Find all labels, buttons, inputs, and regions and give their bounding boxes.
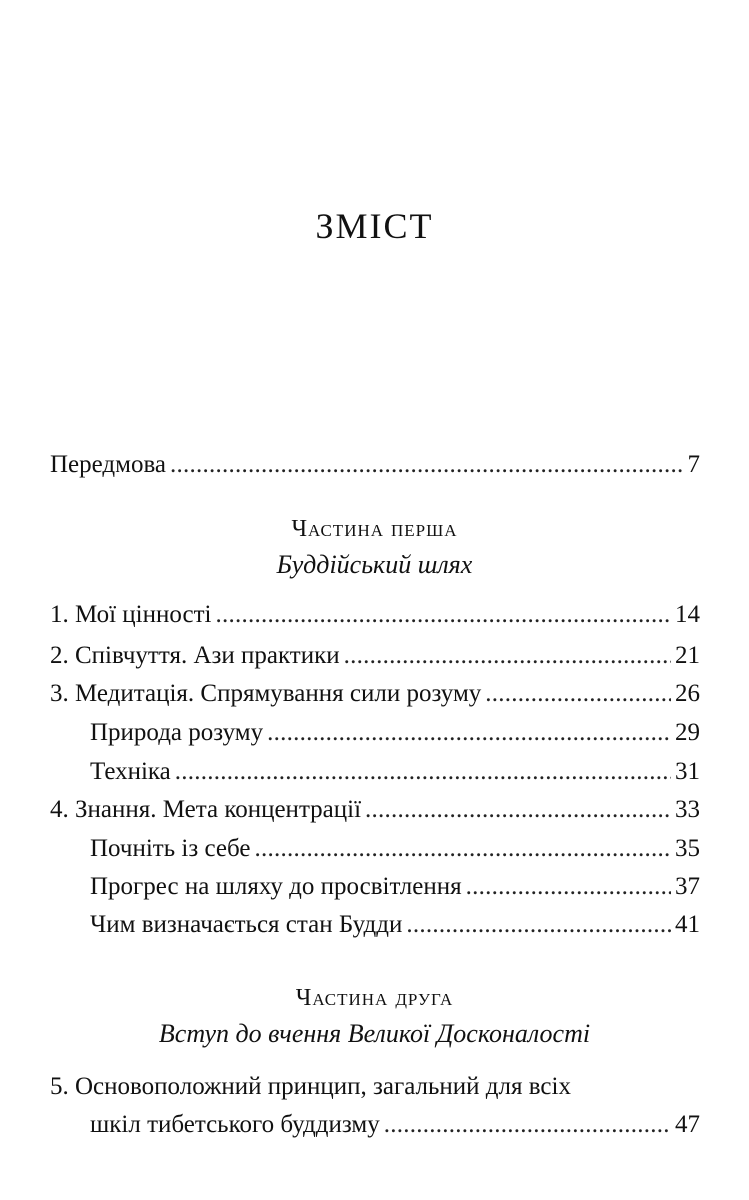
toc-subentry[interactable] <box>90 757 700 787</box>
leader-dots <box>406 910 671 940</box>
part-heading: Частина перша <box>291 516 458 542</box>
toc-entry-label: 2. Співчуття. Ази практики <box>50 642 340 669</box>
leader-dots <box>267 718 671 748</box>
toc-subentry[interactable] <box>90 718 700 748</box>
toc-entry-label: Почніть із себе <box>90 835 251 862</box>
leader-dots <box>215 600 671 630</box>
leader-dots <box>170 450 683 480</box>
toc-entry[interactable] <box>50 795 700 825</box>
toc-entry-label-line[interactable]: 5. Основоположний принцип, загальний для всіх <box>50 1073 571 1100</box>
leader-dots <box>384 1110 671 1140</box>
toc-page-number: 29 <box>675 719 700 746</box>
toc-entry-label: Чим визначається стан Будди <box>90 911 403 938</box>
toc-entry[interactable] <box>50 641 700 671</box>
toc-entry-label: 4. Знання. Мета концентрації <box>50 796 362 823</box>
toc-page-number: 14 <box>675 601 700 628</box>
toc-entry-label: Природа розуму <box>90 719 264 746</box>
toc-page-number: 47 <box>675 1111 700 1138</box>
toc-subentry[interactable] <box>90 834 700 864</box>
part-subtitle: Буддійський шлях <box>276 550 473 579</box>
toc-page-number: 37 <box>675 873 700 900</box>
part-heading: Частина друга <box>295 985 454 1011</box>
toc-entry-label: 1. Мої цінності <box>50 601 212 628</box>
toc-page-number: 7 <box>687 451 700 478</box>
page-title: ЗМІСТ <box>315 206 434 246</box>
toc-entry-label: Техніка <box>90 758 171 785</box>
toc-entry-preface[interactable] <box>50 450 700 480</box>
toc-subentry[interactable] <box>90 872 700 902</box>
leader-dots <box>485 679 671 709</box>
toc-page-number: 35 <box>675 835 700 862</box>
toc-entry[interactable] <box>50 600 700 630</box>
toc-entry-label: шкіл тибетського буддизму <box>90 1111 380 1138</box>
leader-dots <box>466 872 671 902</box>
toc-entry-label: Прогрес на шляху до просвітлення <box>90 873 462 900</box>
part-subtitle: Вступ до вчення Великої Досконалості <box>158 1019 591 1048</box>
toc-page-number: 31 <box>675 758 700 785</box>
toc-page-number: 26 <box>675 680 700 707</box>
toc-page-number: 21 <box>675 642 700 669</box>
toc-entry-label: Передмова <box>50 451 167 478</box>
toc-page-number: 33 <box>675 796 700 823</box>
leader-dots <box>344 641 671 671</box>
leader-dots <box>254 834 671 864</box>
leader-dots <box>365 795 671 825</box>
toc-entry[interactable] <box>50 679 700 709</box>
toc-subentry[interactable] <box>90 910 700 940</box>
toc-entry-label: 3. Медитація. Спрямування сили розуму <box>50 680 482 707</box>
leader-dots <box>175 757 671 787</box>
toc-page-number: 41 <box>675 911 700 938</box>
toc-entry[interactable] <box>90 1110 700 1140</box>
